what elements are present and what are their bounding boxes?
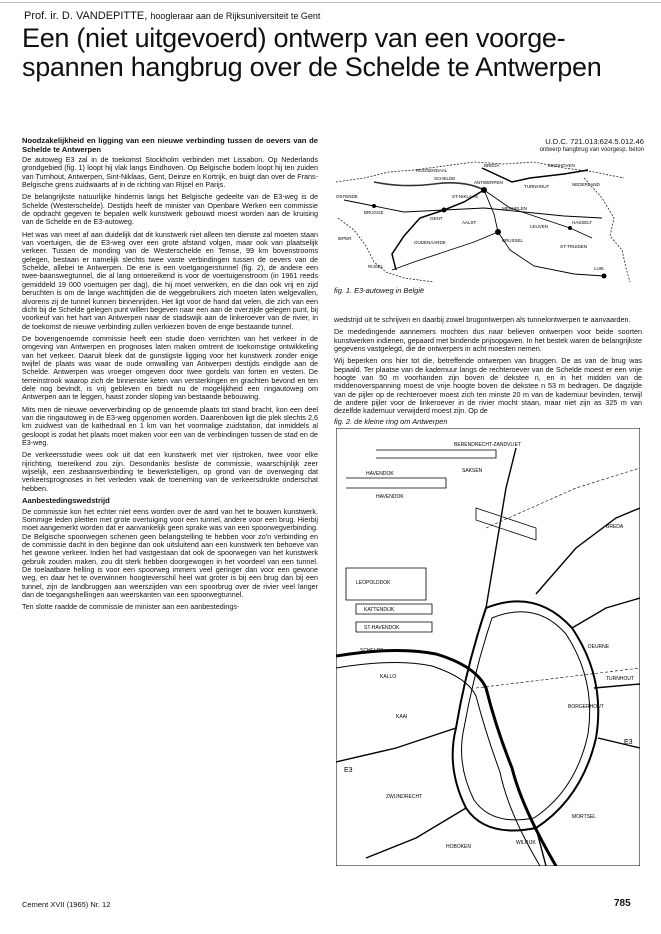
fig2-label-breda: BREDA (606, 524, 624, 530)
fig2-label-borgerhout: BORGERHOUT (568, 704, 604, 710)
right-paragraph-3: Wij beperken ons hier tot die, betreffende ontwerpen van bruggen. De as van de brug was bepaald. Ter plaatse van de kademuur langs de rechteroever van de Schelde moest er een vrije hoogte van 50 m voorhanden zijn boven de dekstee n, en in het midden van de middenoverspanning moest de vrije hoogte boven die dekstee n 53 m bedragen. De dagzijde van de pijler op de rechteroever moest zich ten minste 20 m van de kademuur bevinden, terwijl de andere pijler voor de linkeroever in de rivier mocht staan, maar niet zijn as 325 m van dezelfde kademuur verwijderd moest zijn. Op de (334, 356, 642, 416)
fig2-label-hoboken: HOBOKEN (446, 844, 472, 850)
fig2-label-berendrecht: BERENDRECHT-ZANDVLIET (454, 442, 521, 448)
left-paragraph-3: Het was van meet af aan duidelijk dat dit kunstwerk niet alleen ten dienste zal moeten staan van voertuigen, die de E3-weg over een grote afstand volgen, maar ook van plaatselijk verkeer. Tussen de monding van de Westerschelde en Temse, 99 km bovenstrooms gelegen, bestaan er namelijk slechts twee vaste verbindingen tussen de oevers van de Schelde, allebei te Antwerpen. De ene is een voetgangerstunnel (fig. 2), de andere een twee-baanswegtunnel, die al lang ontoereikend is voor de voertuigenstroom (in 1961 reeds gemiddeld 19 000 voertuigen per dag), die hij moet verwerken, en die dan ook vrij en zijd beruchten is om de lange wachttijden die de weggebruikers zich moeten laten welgevallen, alvorens zij de tunnel kunnen binnenrijden. Het ligt voor de hand dat velen, die zich van een dicht bij de Schelde gelegen punt willen begeven naar een aan de overzijde gelegen punt, bij voorkeuf van het hart van Antwerpen naar de stadswijk aan de linkeroever van de rivier, in de toekomst de nieuwe verbinding zullen verkiezen boven de enge bestaande tunnel. (22, 229, 318, 331)
right-paragraph-2: De mededingende aannemers mochten dus naar believen ontwerpen voor beide soorten kunstwerken indienen, gepaard met bindende prijsopgaven. In het bestek waren de belangrijkste gegevens vastgelegd, die de ontwerpers in acht moesten nemen. (334, 327, 642, 354)
left-paragraph-8: Ten slotte raadde de commissie de minister aan een aanbestedings- (22, 602, 240, 612)
fig2-label-schelde: SCHELDE (360, 648, 384, 654)
figure-2-map (336, 428, 640, 866)
fig2-label-zwijndrecht: ZWIJNDRECHT (386, 794, 423, 800)
e3-route-south (392, 190, 484, 270)
label-st-niklaas: ST-NIKLAAS (452, 194, 479, 199)
fig2-label-havendok-2: HAVENDOK (376, 494, 404, 500)
right-column (334, 316, 642, 420)
section-heading-1: Noodzakelijkheid en ligging van een nieuwe verbinding tussen de oevers van de Schelde te Antwerpen (22, 136, 318, 154)
figure-1-map (334, 158, 644, 285)
fig2-label-turnhout: TURNHOUT (606, 676, 635, 682)
label-antwerpen: ANTWERPEN (474, 180, 503, 185)
city-brussel (495, 229, 501, 235)
fig2-label-kattendijk: KATTENDIJK (364, 607, 395, 613)
udc-subtitle: ontwerp hangbrug van voorgesp. beton (539, 147, 644, 153)
label-gent: GENT (430, 216, 443, 221)
top-rule (0, 2, 661, 3)
label-breda: BREDA (484, 163, 500, 168)
left-paragraph-4: De bovengenoemde commissie heeft een studie doen verrichten van het verkeer in de omgeving van Antwerpen en prognoses laten maken omtrent de toekomstige ontwikkeling van het verkeer. Daaruit bleek dat de gunstigste ligging voor het kunstwerk zonder enige twijfel de plaats was waar de oude omwalling van Antwerpen destijds eindigde aan de Schelde. Antwerpen was vroeger omgeven door twee gordels van forten en vesten. De terreinstrook waarop zich de binnenste keten van versterkingen en grachten bevond en ten dele nog bevindt, is vrij gebleven en biedt nu de mogelijkheid een ringautoweg om Antwerpen aan te leggen, haast zonder sloping van bestaande bebouwing. (22, 333, 318, 402)
left-column (22, 137, 318, 616)
figure-1-caption: fig. 1. E3-autoweg in België (334, 286, 424, 295)
title-line-2: spannen hangbrug over de Schelde te Antwerpen (22, 52, 602, 82)
author-line (24, 10, 320, 22)
fig2-label-deurne: DEURNE (588, 644, 610, 650)
figure-2-caption: fig. 2. de kleine ring om Antwerpen (334, 417, 448, 426)
left-paragraph-6: De verkeersstudie wees ook uit dat een kunstwerk met vier rijstroken, twee voor elke rijrichting, toereikend zou zijn. Desondanks besliste de commissie, waarschijnlijk zeer wijselijk, een zesbaansverbinding te bewerkstelligen, op grond van de overweging dat verkeersprognoses in het verleden vaak de toeneming van de verkeersdrukte onderschat hebben. (22, 450, 318, 493)
label-brussel: BRUSSEL (502, 238, 524, 243)
border-north (336, 162, 624, 182)
fig2-label-e3-west: E3 (344, 767, 353, 774)
label-roosendaal: ROOSENDAAL (416, 168, 448, 173)
author-affiliation: hoogleraar aan de Rijksuniversiteit te Gent (150, 11, 321, 21)
journal-reference: Cement XVII (1965) Nr. 12 (22, 900, 111, 909)
fig2-label-kallo: KALLO (380, 674, 397, 680)
border-south (338, 218, 434, 282)
border-east (584, 178, 630, 282)
author-name: Prof. ir. D. VANDEPITTE, (24, 10, 148, 22)
article-title (22, 24, 642, 82)
section-heading-2: Aanbestedingswedstrijd (22, 496, 110, 506)
label-brugge: BRUGGE (364, 210, 384, 215)
left-paragraph-5: Mits men de nieuwe oeververbinding op de genoemde plaats tot stand bracht, kon een deel van die ringautoweg in de E3-weg opgenomen worden. Daarenboven ligt die plek slechts 2,6 km zuidwest van de kathedraal en 1 km van het voormalige zuidstation, dat inmiddels al gesloopt is zodat het plaats moet maken voor een van de verbindingen tussen de stad en de E3-weg. (22, 404, 318, 447)
label-turnhout: TURNHOUT (524, 184, 550, 189)
label-eindhoven: EINDHOVEN (548, 163, 575, 168)
fig2-label-kaai: KAAI (396, 714, 408, 720)
city-antwerpen (481, 187, 487, 193)
fig2-label-mortsel: MORTSEL (572, 814, 597, 820)
fig2-label-saksen: SAKSEN (462, 468, 483, 474)
page-number: 785 (614, 898, 631, 909)
city-brugge (372, 204, 376, 208)
city-gent (442, 208, 447, 213)
fig2-label-leopolddok: LEOPOLDDOK (356, 580, 391, 586)
label-ieper: IEPER (338, 236, 352, 241)
fig2-label-e3-east: E3 (624, 739, 633, 746)
label-nederland: NEDERLAND (572, 182, 600, 187)
label-st-truiden: ST-TRUIDEN (560, 244, 587, 249)
udc-block (520, 137, 644, 155)
label-ostende: OSTENDE (336, 194, 358, 199)
city-luik (602, 274, 607, 279)
label-oudenaarde: OUDENAARDE (414, 240, 446, 245)
label-rijsel: RIJSEL (368, 264, 384, 269)
city-hasselt (568, 226, 572, 230)
label-leuven: LEUVEN (530, 224, 549, 229)
road-south-west (392, 232, 498, 270)
label-luik: LUIK (594, 266, 605, 271)
label-aalst: AALST (462, 220, 477, 225)
road-east-west (344, 200, 602, 218)
title-line-1: Een (niet uitgevoerd) ontwerp van een voorge- (22, 23, 566, 53)
left-paragraph-1: De autoweg E3 zal in de toekomst Stockholm verbinden met Lissabon. Op Nederlands grondgebied (fig. 1) loopt hij vlak langs Eindhoven. Op Belgische bodem loopt hij ten zuiden van Turnhout, Antwerpen, Sint-Niklaas, Gent, Deinze en Kortrijk, en buigt dan over de Frans-Belgische grens zuidwaarts af in de richting van Rijsel en Parijs. (22, 155, 318, 190)
fig2-label-st-havendok: ST-HAVENDOK (364, 625, 400, 631)
fig2-label-havendok-1: HAVENDOK (366, 471, 394, 477)
fig2-label-wilrijk: WILRIJK (516, 840, 536, 846)
label-mechelen: MECHELEN (502, 206, 528, 211)
label-hasselt: HASSELT (572, 220, 593, 225)
udc-code: U.D.C. 721.013:624.5.012.46 (545, 137, 644, 146)
schelde-river (374, 182, 484, 190)
left-paragraph-2: De belangrijkste natuurlijke hindernis langs het Belgische gedeelte van de E3-weg is de Schelde (Westerschelde). Destijds heeft de minister van Openbare Werken een commissie de opdracht gegeven te bepalen welk kunstwerk gebouwd moest worden aan de kruising van de Schelde en de E3-autoweg. (22, 192, 318, 227)
left-paragraph-7: De commissie kon het echter niet eens worden over de aard van het te bouwen kunstwerk. Sommige leden pleitten met grote overtuiging voor een tunnel, andere voor een brug. Hierbij moet aangemerkt worden dat er aanvankelijk geen sprake was van een spoorwegverbinding. De Belgische spoorwegen schenen geen belangstelling te hebben voor zo'n verbinding en de commissie dacht in den beginne dan ook uitsluitend aan een kunstwerk ten behoeve van het gewone verkeer. Indien het had vastgestaan dat ook de spoorwegen van het kunstwerk gebruik zouden maken, zou dit sterk hebben doorgewogen in het voordeel van een tunnel. De toelaatbare helling is voor een spoorweg immers veel geringer dan voor een gewone weg, en daar het te overwinnen hoogteverschil heel wat groter is bij een brug dan bij een tunnel, zijn de landbruggen aan weerszijden van een spoorbrug over de rivier veel langer dan de toegangshellingen aan weerskanten van een spoorwegtunnel. (22, 506, 318, 599)
right-paragraph-1: wedstrijd uit te schrijven en daarbij zowel brugontwerpen als tunnelontwerpen te aanvaarden. (334, 315, 631, 324)
label-schelde: SCHELDE (434, 176, 456, 181)
